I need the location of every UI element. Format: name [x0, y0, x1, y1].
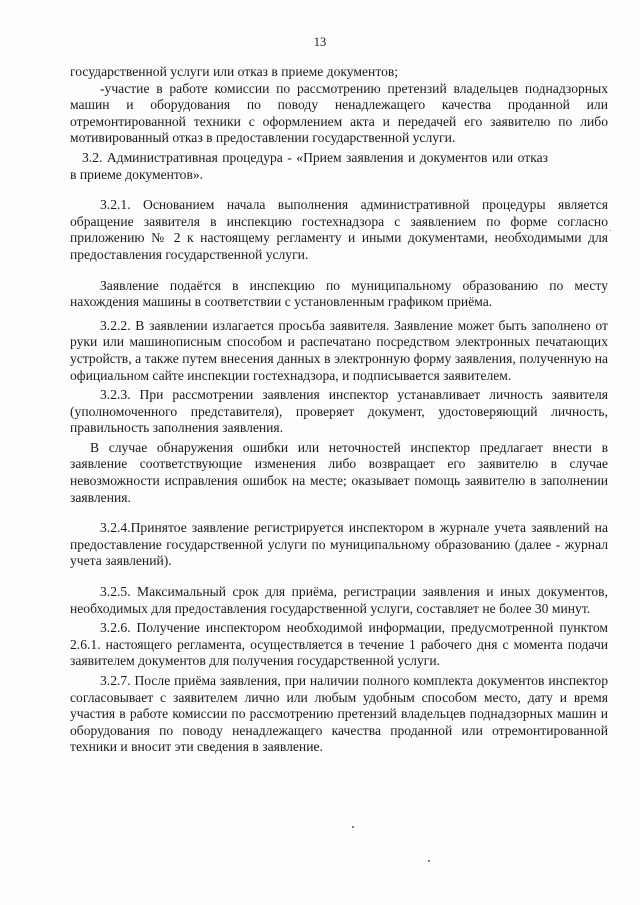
- paragraph-3-2-6: 3.2.6. Получение инспектором необходимой информации, предусмотренной пунктом 2.6.1. настоящего регламента, осуществляется в течение 1 рабочего дня с момента подачи заявителем документов для получения государственной услуги.: [70, 620, 608, 669]
- document-body: [70, 64, 608, 756]
- paragraph-services-line: государственной услуги или отказ в приеме документов;: [70, 64, 399, 79]
- paragraph-3-2-2: 3.2.2. В заявлении излагается просьба заявителя. Заявление может быть заполнено от руки или машинописным способом и распечатано посредством электронных печатающих устройств, а также путем внесения данных в электронную форму заявления, полученную на официальном сайте инспекции гостехнадзора, и подписывается заявителем.: [70, 317, 608, 383]
- scan-speck: [428, 860, 430, 862]
- page-number: 13: [313, 35, 327, 49]
- paragraph-errors-case: В случае обнаружения ошибки или неточностей инспектор предлагает внести в заявление соответствующие изменения либо возвращает его заявителю в случае невозможности исправления ошибок на месте; оказывает помощь заявителю в заполнении заявления.: [70, 439, 608, 505]
- paragraph-3-2-5: 3.2.5. Максимальный срок для приёма, регистрации заявления и иных документов, необходимых для предоставления государственной услуги, составляет не более 30 минут.: [70, 584, 608, 616]
- paragraph-submission-place: Заявление подаётся в инспекцию по муниципальному образованию по месту нахождения машины в соответствии с установленным графиком приёма.: [70, 277, 608, 310]
- paragraph-3-2-7: 3.2.7. После приёма заявления, при наличии полного комплекта документов инспектор согласовывает с заявителем лично или любым удобным способом место, дату и время участия в работе комиссии по рассмотрению претензий владельцев поднадзорных машин и оборудования по поводу ненадлежащего качества проданной или отремонтированной техники и вносит эти сведения в заявление.: [70, 673, 608, 755]
- scan-speck: [610, 230, 611, 231]
- paragraph-3-2-4: 3.2.4.Принятое заявление регистрируется инспектором в журнале учета заявлений на предоставление государственной услуги по муниципальному образованию (далее - журнал учета заявлений).: [70, 520, 608, 569]
- paragraph-3-2-1: 3.2.1. Основанием начала выполнения административной процедуры является обращение заявителя в инспекцию гостехнадзора с заявлением по форме согласно приложению № 2 к настоящему регламенту и иными документами, необходимыми для предоставления государственной услуги.: [70, 197, 608, 262]
- paragraph-commission-participation: -участие в работе комиссии по рассмотрению претензий владельцев поднадзорных машин и оборудования по поводу ненадлежащего качества проданной или отремонтированной техники с оформлением акта и передачей его заявителю по либо мотивированный отказ в предоставлении государственной услуги.: [70, 80, 608, 146]
- heading-procedure-3-2: 3.2. Административная процедура - «Прием заявления и документов или отказ в приеме документов».: [70, 149, 548, 182]
- paragraph-3-2-3: 3.2.3. При рассмотрении заявления инспектор устанавливает личность заявителя (уполномоченного представителя), проверяет документ, удостоверяющий личность, правильность заполнения заявления.: [70, 387, 608, 436]
- scan-speck: [352, 826, 354, 828]
